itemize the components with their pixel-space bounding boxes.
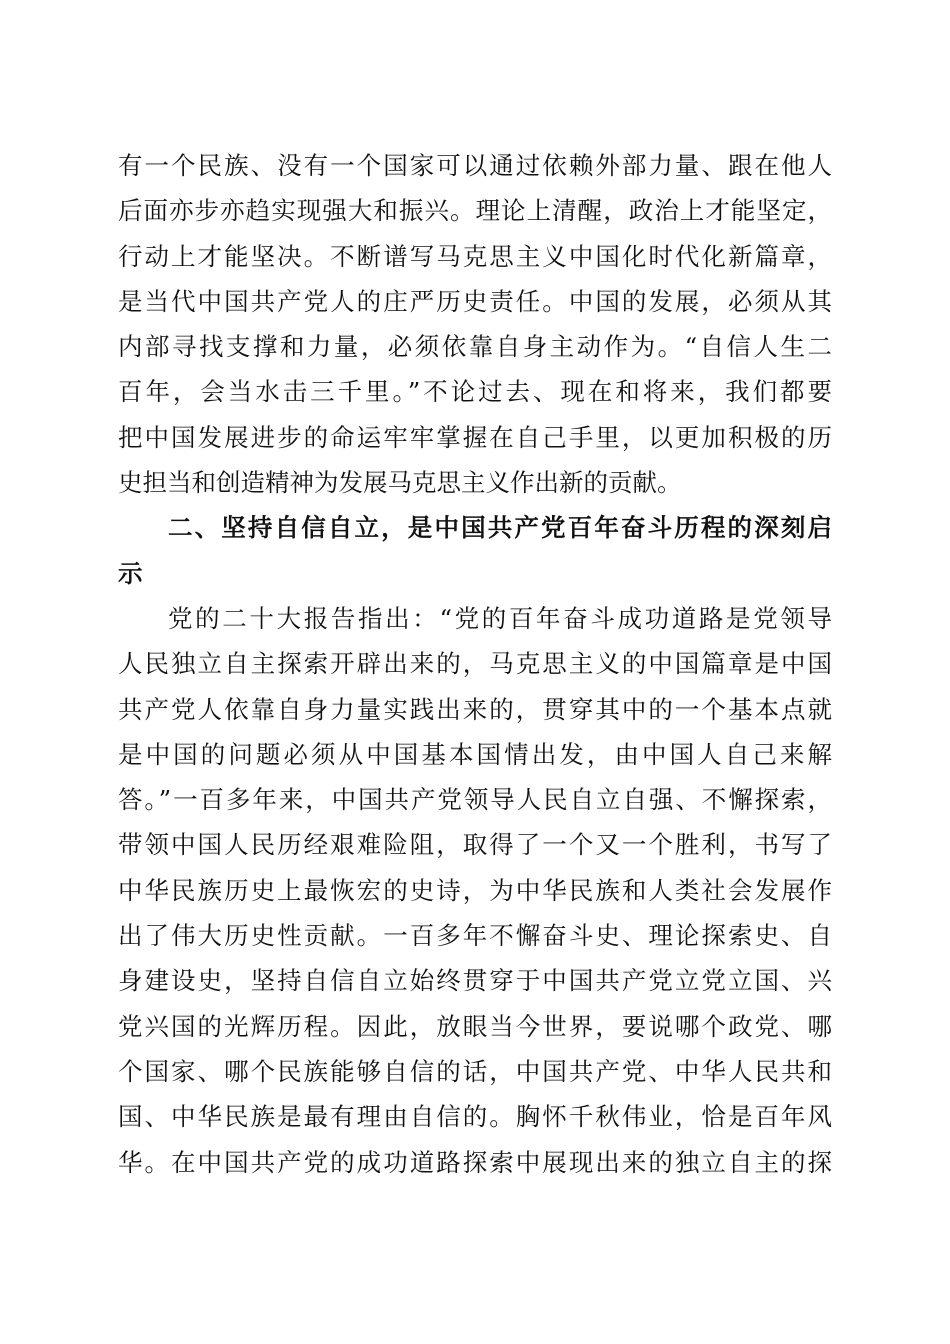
paragraph-1-line: 内部寻找支撑和力量，必须依靠自身主动作为。“自信人生二 — [118, 332, 832, 362]
paragraph-2 — [118, 596, 832, 1185]
paragraph-2-line: 个国家、哪个民族能够自信的话，中国共产党、中华人民共和 — [118, 1056, 832, 1086]
paragraph-2-line: 是中国的问题必须从中国基本国情出发，由中国人自己来解 — [118, 739, 832, 769]
paragraph-1-line: 是当代中国共产党人的庄严历史责任。中国的发展，必须从其 — [118, 286, 832, 316]
paragraph-1-line: 史担当和创造精神为发展马克思主义作出新的贡献。 — [118, 468, 682, 498]
paragraph-1-line: 百年，会当水击三千里。”不论过去、现在和将来，我们都要 — [118, 377, 832, 407]
section-heading-2 — [118, 505, 832, 596]
paragraph-1-line: 后面亦步亦趋实现强大和振兴。理论上清醒，政治上才能坚定， — [118, 196, 832, 226]
paragraph-1-line: 把中国发展进步的命运牢牢掌握在自己手里，以更加积极的历 — [118, 422, 832, 452]
section-heading-line: 二、坚持自信自立，是中国共产党百年奋斗历程的深刻启 — [168, 513, 832, 543]
paragraph-2-line: 华。在中国共产党的成功道路探索中展现出来的独立自主的探 — [118, 1147, 832, 1177]
document-body — [118, 143, 832, 1185]
paragraph-2-line: 人民独立自主探索开辟出来的，马克思主义的中国篇章是中国 — [118, 649, 832, 679]
paragraph-2-line: 身建设史，坚持自信自立始终贯穿于中国共产党立党立国、兴 — [118, 966, 832, 996]
paragraph-2-line: 国、中华民族是最有理由自信的。胸怀千秋伟业，恰是百年风 — [118, 1102, 832, 1132]
paragraph-2-line: 带领中国人民历经艰难险阻，取得了一个又一个胜利，书写了 — [118, 830, 832, 860]
paragraph-2-line: 答。”一百多年来，中国共产党领导人民自立自强、不懈探索， — [118, 785, 832, 815]
paragraph-1 — [118, 143, 832, 505]
paragraph-2-line: 党兴国的光辉历程。因此，放眼当今世界，要说哪个政党、哪 — [118, 1011, 832, 1041]
paragraph-2-line: 党的二十大报告指出：“党的百年奋斗成功道路是党领导 — [168, 603, 832, 633]
section-heading-line: 示 — [118, 558, 143, 588]
paragraph-1-line: 行动上才能坚决。不断谱写马克思主义中国化时代化新篇章， — [118, 241, 832, 271]
paragraph-2-line: 出了伟大历史性贡献。一百多年不懈奋斗史、理论探索史、自 — [118, 921, 832, 951]
paragraph-2-line: 共产党人依靠自身力量实践出来的，贯穿其中的一个基本点就 — [118, 694, 832, 724]
paragraph-2-line: 中华民族历史上最恢宏的史诗，为中华民族和人类社会发展作 — [118, 875, 832, 905]
paragraph-1-line: 有一个民族、没有一个国家可以通过依赖外部力量、跟在他人 — [118, 151, 832, 180]
